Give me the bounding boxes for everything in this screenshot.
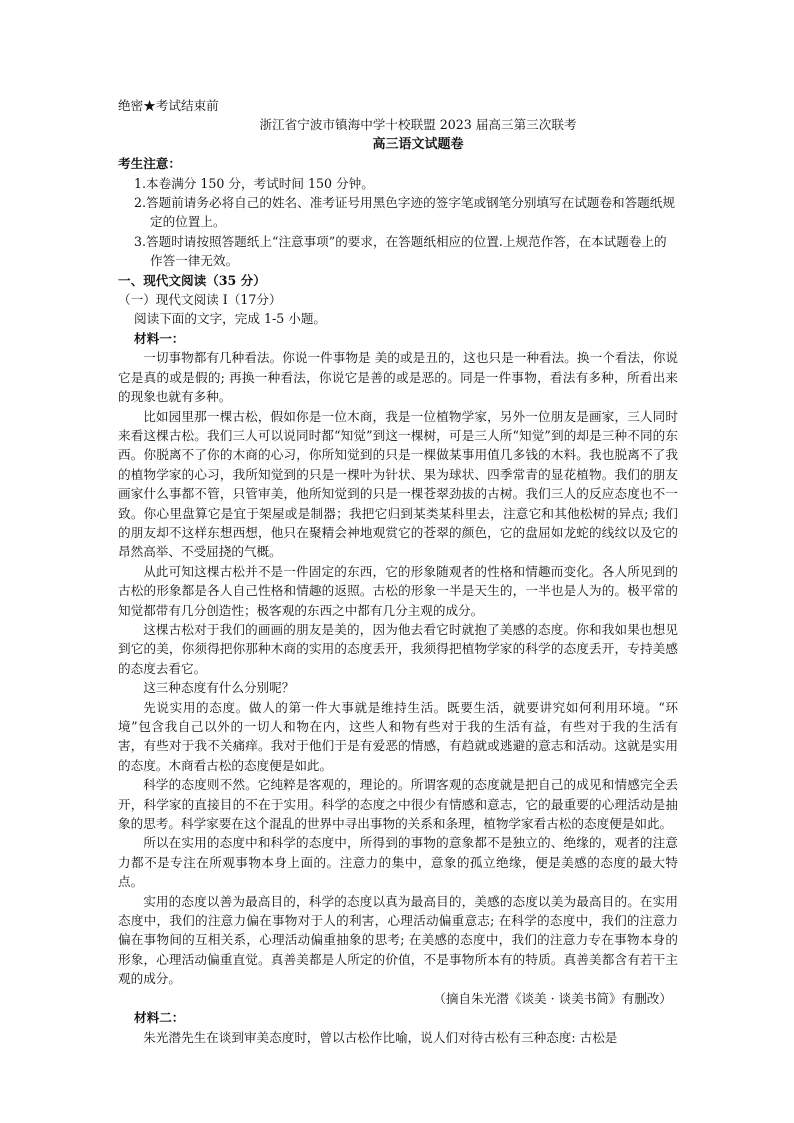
paragraph: 实用的态度以善为最高目的，科学的态度以真为最高目的，美感的态度以美为最高目的。在实用态度中，我们的注意力偏在事物对于人的利害，心理活动偏重意志; 在科学的态度中，我们的注意力偏在事物间的互相关系，心理活动偏重抽象的思考; 在美感的态度中，我们的注意力专在事物本身的形象，心理活动偏重直觉。真善美都是人所定的价值，不是事物所本有的特质。真善美都含有若干主观的成分。	[118, 893, 678, 987]
notice-heading: 考生注意：	[118, 156, 181, 172]
notice-item: 1.本卷满分 150 分，考试时间 150 分钟。	[134, 175, 374, 191]
exam-page	[118, 96, 678, 1047]
notice-item: 2.答题前请务必将自己的姓名、准考证号用黑色字迹的签字笔或钢笔分别填写在试题卷和答题纸规定的位置上。	[134, 195, 675, 230]
subsection-heading: （一）现代文阅读 I（17分）	[118, 292, 282, 308]
paragraph: 朱光潜先生在谈到审美态度时，曾以古松作比喻，说人们对待古松有三种态度: 古松是	[143, 1029, 618, 1045]
paragraph: 比如园里那一棵古松，假如你是一位木商，我是一位植物学家，另外一位朋友是画家，三人同时来看这棵古松。我们三人可以说同时都“知觉”到这一棵树，可是三人所“知觉”到的却是三种不同的东西。你脱离不了你的木商的心习，你所知觉到的只是一棵做某事用值几多钱的木料。我也脱离不了我的植物学家的心习，我所知觉到的只是一棵叶为针状、果为球状、四季常青的显花植物。我们的朋友画家什么事都不管，只管审美，他所知觉到的只是一棵苍翠劲拔的古树。我们三人的反应态度也不一致。你心里盘算它是宜于架屋或是制器；我把它归到某类某科里去，注意它和其他松树的异点; 我们的朋友却不这样东想西想，他只在聚精会神地观赏它的苍翠的颜色，它的盘屈如龙蛇的线纹以及它的昂然高举、不受屈挠的气概。	[118, 408, 678, 560]
paragraph: 这三种态度有什么分别呢？	[143, 680, 295, 696]
paragraph: 科学的态度则不然。它纯粹是客观的，理论的。所谓客观的态度就是把自己的成见和情感完全丢开，科学家的直接目的不在于实用。科学的态度之中很少有情感和意志，它的最重要的心理活动是抽象的思考。科学家要在这个混乱的世界中寻出事物的关系和条理，植物学家看古松的态度便是如此。	[118, 777, 678, 832]
paragraph: 这棵古松对于我们的画画的朋友是美的，因为他去看它时就抱了美感的态度。你和我如果也想见到它的美，你须得把你那种木商的实用的态度丢开，我须得把植物学家的科学的态度丢开，专持美感的态度去看它。	[118, 621, 678, 676]
material2-label: 材料二：	[134, 1010, 185, 1026]
instruction: 阅读下面的文字，完成 1-5 小题。	[134, 311, 327, 327]
secret-label: 绝密★考试结束前	[118, 98, 219, 113]
paragraph: 先说实用的态度。做人的第一件大事就是维持生活。既要生活，就要讲究如何利用环境。“环境”包含我自己以外的一切人和物在内，这些人和物有些对于我的生活有益，有些对于我的生活有害，有些对于我不关痛痒。我对于他们于是有爱恶的情感，有趋就或逃避的意志和活动。这就是实用的态度。木商看古松的态度便是如此。	[118, 699, 678, 773]
section-heading: 一、现代文阅读（35 分）	[118, 272, 266, 288]
exam-subtitle: 高三语文试题卷	[372, 136, 464, 152]
exam-title: 浙江省宁波市镇海中学十校联盟 2023 届高三第三次联考	[259, 117, 577, 133]
paragraph: 所以在实用的态度中和科学的态度中，所得到的事物的意象都不是独立的、绝缘的，观者的注意力都不是专注在所观事物本身上面的。注意力的集中，意象的孤立绝缘，便是美感的态度的最大特点。	[118, 835, 678, 890]
material1-label: 材料一：	[134, 330, 185, 346]
notice-item: 3.答题时请按照答题纸上“注意事项”的要求，在答题纸相应的位置.上规范作答，在本试题卷上的作答一律无效。	[134, 233, 667, 269]
paragraph: 从此可知这棵古松并不是一件固定的东西，它的形象随观者的性格和情趣而变化。各人所见到的古松的形象都是各人自己性格和情趣的返照。古松的形象一半是天生的，一半也是人为的。极平常的知觉都带有几分创造性；极客观的东西之中都有几分主观的成分。	[118, 563, 678, 618]
paragraph: 一切事物都有几种看法。你说一件事物是 美的或是丑的，这也只是一种看法。换一个看法，你说它是真的或是假的; 再换一种看法，你说它是善的或是恶的。同是一件事物，看法有多种，所看出来的现象也就有多种。	[118, 350, 678, 405]
source-citation: （摘自朱光潜《谈美 · 谈美书简》有删改）	[433, 990, 672, 1006]
